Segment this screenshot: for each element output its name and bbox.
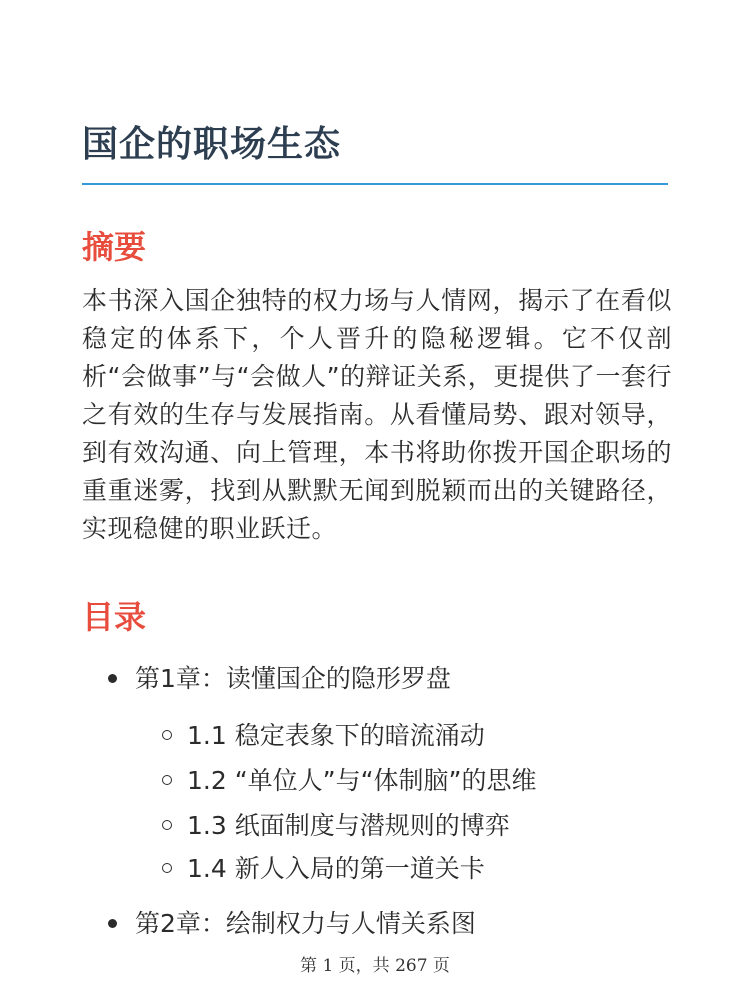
toc-chapter-label: 第1章：读懂国企的隐形罗盘 [135, 664, 451, 693]
toc-section-label: 1.4 新人入局的第一道关卡 [187, 854, 485, 883]
toc-chapter-2[interactable] [108, 904, 476, 940]
circle-bullet-icon [162, 820, 172, 830]
toc-section-1-4[interactable] [162, 849, 485, 885]
abstract-heading: 摘要 [82, 228, 147, 266]
toc-section-label: 1.1 稳定表象下的暗流涌动 [187, 721, 485, 750]
toc-section-label: 1.2 “单位人”与“体制脑”的思维 [187, 766, 537, 795]
page-footer: 第 1 页，共 267 页 [300, 956, 450, 976]
toc-section-1-3[interactable] [162, 806, 510, 842]
circle-bullet-icon [162, 863, 172, 873]
toc-section-1-1[interactable] [162, 716, 485, 752]
toc-chapter-label: 第2章：绘制权力与人情关系图 [135, 909, 476, 938]
bullet-icon [108, 919, 117, 928]
toc-heading: 目录 [82, 598, 147, 636]
bullet-icon [108, 674, 117, 683]
abstract-text: 本书深入国企独特的权力场与人情网，揭示了在看似稳定的体系下，个人晋升的隐秘逻辑。它不仅剖析“会做事”与“会做人”的辩证关系，更提供了一套行之有效的生存与发展指南。从看懂局势、跟对领导，到有效沟通、向上管理，本书将助你拨开国企职场的重重迷雾，找到从默默无闻到脱颖而出的关键路径，实现稳健的职业跃迁。 [82, 286, 672, 543]
title-divider [82, 183, 668, 185]
document-title: 国企的职场生态 [82, 124, 342, 165]
toc-section-label: 1.3 纸面制度与潜规则的博弈 [187, 811, 510, 840]
circle-bullet-icon [162, 775, 172, 785]
toc-section-1-2[interactable] [162, 761, 537, 797]
toc-chapter-1[interactable] [108, 659, 451, 695]
circle-bullet-icon [162, 730, 172, 740]
